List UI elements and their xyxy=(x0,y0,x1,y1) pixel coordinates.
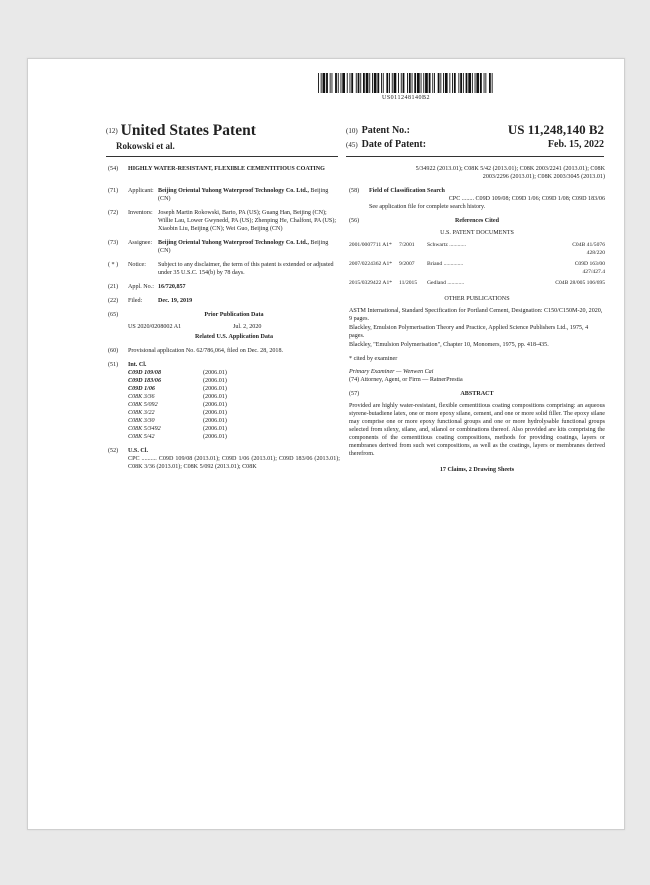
barcode-bar xyxy=(338,73,339,93)
related-heading: Related U.S. Application Data xyxy=(194,334,274,340)
applicant-location: Beijing (CN) xyxy=(158,188,329,202)
prior-pub-date: Jul. 2, 2020 xyxy=(233,324,262,330)
patent-date: Feb. 15, 2022 xyxy=(547,139,604,150)
other-heading: OTHER PUBLICATIONS xyxy=(444,296,510,302)
intcl-date: (2006.01) xyxy=(203,410,227,416)
barcode-bar xyxy=(432,73,433,93)
title-code: (54) xyxy=(108,166,119,172)
reference-dt: 9/2007 xyxy=(399,261,415,267)
barcode-bar xyxy=(452,73,453,93)
left-column xyxy=(108,165,340,477)
assignee-label: Assignee: xyxy=(128,240,153,246)
inventors-entry xyxy=(108,209,340,233)
barcode-bar xyxy=(421,73,422,93)
patent-no-code: (10) xyxy=(346,127,358,135)
barcode-bar xyxy=(468,73,471,93)
reference-pn: 2001/0007711 A1* xyxy=(349,242,392,248)
notice-label: Notice: xyxy=(128,262,146,268)
barcode-bar xyxy=(460,73,462,93)
date-code: (45) xyxy=(346,141,358,149)
field-entry xyxy=(349,187,605,211)
other-publication: ASTM International, Standard Specification for Portland Cement, Designation: C150/C150M-20, 2020, 9 pages. xyxy=(349,308,603,322)
barcode-bar xyxy=(414,73,416,93)
barcode-bar xyxy=(466,73,468,93)
barcode-bar xyxy=(377,73,379,93)
intcl-code: C09D 1/06 xyxy=(128,386,155,392)
us-docs-list xyxy=(349,241,605,287)
assignee-name: Beijing Oriental Yuhong Waterproof Technology Co. Ltd., xyxy=(158,240,309,246)
patent-header-right xyxy=(346,122,604,153)
barcode-bar xyxy=(350,73,351,93)
barcode-bar xyxy=(458,73,459,93)
intcl-code: C08K 3/22 xyxy=(128,410,155,416)
uscl-entry xyxy=(108,447,340,471)
patent-no-label: Patent No.: xyxy=(361,125,410,136)
barcode-bar xyxy=(472,73,473,93)
intcl-entry xyxy=(108,361,340,441)
barcode-bar xyxy=(372,73,373,93)
applicant-name: Beijing Oriental Yuhong Waterproof Technology Co. Ltd., xyxy=(158,188,309,194)
barcode-bar xyxy=(356,73,357,93)
abstract-heading: ABSTRACT xyxy=(460,391,494,397)
reference-cl: C09D 163/00 427/427.4 xyxy=(574,261,605,275)
prior-code: (65) xyxy=(108,312,119,318)
intcl-row xyxy=(128,369,340,377)
intcl-date: (2006.01) xyxy=(203,402,227,408)
header-rule-left xyxy=(106,156,338,157)
field-code: (58) xyxy=(349,188,360,194)
field-cpc: CPC ........ C09D 109/08; C09D 1/06; C09D 1/08; C09D 183/06 xyxy=(448,196,605,202)
inventors-list: Joseph Martin Rokowski, Barto, PA (US); Guang Han, Beijing (CN); Willie Lau, Lower Gwynedd, PA (US); Zhenping He, Chalfont, PA (US); Xiaobin Liu, Beijing (CN); Wei Guo, Beijing (CN) xyxy=(158,210,337,232)
barcode-bar xyxy=(392,73,393,93)
appl-number: 16/720,857 xyxy=(158,284,186,290)
intcl-code: C09D 183/06 xyxy=(128,378,162,384)
reference-inv: Briand .............. xyxy=(427,261,464,267)
barcode-bar xyxy=(326,73,328,93)
barcode-bar xyxy=(409,73,411,93)
inventors-label: Inventors: xyxy=(128,210,153,216)
barcode-bar xyxy=(445,73,448,93)
notice-text: Subject to any disclaimer, the term of this patent is extended or adjusted under 35 U.S.C. 154(b) by 78 days. xyxy=(158,262,334,276)
patent-number: US 11,248,140 B2 xyxy=(507,122,604,137)
prior-heading: Prior Publication Data xyxy=(204,312,264,318)
field-heading: Field of Classification Search xyxy=(369,188,445,194)
abstract-text: Provided are highly water-resistant, flexible cementitious coating compositions comprising: an aqueous styrene-butadiene latex, one or more epoxy silane, cement, and one or more solid filler. The epoxy silane may comprise one or more epoxy functional groups and one or more hydrolysable functional groups selected from silexy, silane, and, silanol or combinations thereof. Also provided are kits comprising the components of the cementitious coating compositions, methods for providing coatings, layers or membranes derived from such wet compositions, as well as the coatings, layers or membranes derived therefrom. xyxy=(349,403,605,457)
barcode-bar xyxy=(330,73,331,93)
abstract-entry xyxy=(349,390,605,474)
other-publication: Blackley, "Emulsion Polymerisation", Chapter 10, Monomers, 1975, pp. 418-435. xyxy=(349,342,549,348)
applicant-code: (71) xyxy=(108,188,119,194)
barcode-bar xyxy=(321,73,322,93)
claims-summary: 17 Claims, 2 Drawing Sheets xyxy=(439,467,515,473)
patent-title-heading: United States Patent xyxy=(120,122,256,139)
primary-examiner: Primary Examiner — Wenwen Cai xyxy=(349,369,434,375)
barcode-bar xyxy=(475,73,476,93)
filed-label: Filed: xyxy=(128,298,143,304)
barcode-bar xyxy=(492,73,493,93)
intcl-date: (2006.01) xyxy=(203,370,227,376)
filed-code: (22) xyxy=(108,298,119,304)
barcode-bar xyxy=(381,73,382,93)
barcode-bar xyxy=(398,73,399,93)
date-label: Date of Patent: xyxy=(361,139,427,150)
cpc-continuation: 5/34922 (2013.01); C08K 5/42 (2013.01); C08K 2003/2241 (2013.01); C08K 2003/2296 (2013.01); C08K 2003/3045 (2013.01) xyxy=(415,166,605,180)
barcode-bar xyxy=(429,73,431,93)
intcl-code: C09D 109/08 xyxy=(128,370,162,376)
patent-page xyxy=(27,58,625,830)
reference-inv: Gedland ............ xyxy=(427,280,465,286)
attorney: (74) Attorney, Agent, or Firm — RatnerPrestia xyxy=(349,377,463,383)
uscl-code: (52) xyxy=(108,448,119,454)
intcl-code: C08K 5/3492 xyxy=(128,426,161,432)
barcode-bar xyxy=(366,73,369,93)
intcl-date: (2006.01) xyxy=(203,394,227,400)
kind-code: (12) xyxy=(106,127,118,136)
reference-inv: Schwartz ............ xyxy=(427,242,466,248)
intcl-date: (2006.01) xyxy=(203,434,227,440)
references-entry xyxy=(349,217,605,384)
intcl-code: C08K 3/30 xyxy=(128,418,155,424)
barcode-bar xyxy=(363,73,365,93)
barcode-bar xyxy=(434,73,435,93)
reference-row xyxy=(349,279,605,287)
inventors-code: (72) xyxy=(108,210,119,216)
intcl-row xyxy=(128,401,340,409)
intcl-date: (2006.01) xyxy=(203,418,227,424)
cited-by: * cited by examiner xyxy=(349,356,398,362)
patent-header-left xyxy=(106,122,256,151)
intcl-date: (2006.01) xyxy=(203,386,227,392)
notice-entry xyxy=(108,261,340,277)
barcode-bar xyxy=(360,73,361,93)
barcode-bar xyxy=(332,73,333,93)
reference-row xyxy=(349,241,605,257)
appl-code: (21) xyxy=(108,284,119,290)
uscl-label: U.S. Cl. xyxy=(128,448,148,454)
barcode-bar xyxy=(412,73,413,93)
barcode-bar xyxy=(335,73,337,93)
provisional-text: Provisional application No. 62/786,064, filed on Dec. 28, 2018. xyxy=(128,348,284,354)
barcode-bar xyxy=(383,73,384,93)
refs-heading: References Cited xyxy=(454,218,500,224)
reference-dt: 7/2001 xyxy=(399,242,415,248)
applicant-entry xyxy=(108,187,340,203)
barcode-bar xyxy=(323,73,326,93)
reference-cl: C04B 41/5076 428/220 xyxy=(572,242,605,256)
barcode-bar xyxy=(389,73,390,93)
reference-row xyxy=(349,260,605,276)
reference-dt: 11/2015 xyxy=(399,280,418,286)
barcode-bar xyxy=(417,73,420,93)
barcode-bar xyxy=(476,73,479,93)
barcode-bar xyxy=(403,73,405,93)
intcl-date: (2006.01) xyxy=(203,378,227,384)
barcode-number: US011248140B2 xyxy=(382,95,430,101)
notice-code: ( * ) xyxy=(108,262,119,268)
barcode-bar xyxy=(407,73,408,93)
intcl-label: Int. Cl. xyxy=(128,362,147,368)
barcode-bar xyxy=(480,73,482,93)
title-entry xyxy=(108,165,340,181)
intcl-row xyxy=(128,385,340,393)
reference-pn: 2015/0329422 A1* xyxy=(349,280,393,286)
barcode-bar xyxy=(341,73,342,93)
barcode-bar xyxy=(423,73,424,93)
intcl-row xyxy=(128,393,340,401)
barcode-bar xyxy=(369,73,370,93)
barcode-bar xyxy=(351,73,353,93)
intcl-row xyxy=(128,417,340,425)
field-see: See application file for complete search history. xyxy=(369,204,486,210)
barcode-bar xyxy=(440,73,441,93)
barcode-bar xyxy=(342,73,345,93)
assignee-location: Beijing (CN) xyxy=(158,240,329,254)
right-column xyxy=(349,165,605,480)
intcl-code: C08K 3/36 xyxy=(128,394,155,400)
barcode-bar xyxy=(394,73,397,93)
barcode-bar xyxy=(318,73,319,93)
other-pubs-list xyxy=(349,307,605,349)
invention-title: HIGHLY WATER-RESISTANT, FLEXIBLE CEMENTITIOUS COATING xyxy=(128,166,325,172)
provisional-entry xyxy=(108,347,340,355)
intcl-row xyxy=(128,425,340,433)
reference-cl: C04B 28/005 106/695 xyxy=(555,280,605,286)
barcode-bar xyxy=(438,73,440,93)
barcode-bar xyxy=(454,73,456,93)
intcl-list xyxy=(128,369,340,441)
header-rule-right xyxy=(346,156,604,157)
intcl-code: C08K 5/092 xyxy=(128,402,158,408)
reference-pn: 2007/0224362 A1* xyxy=(349,261,393,267)
intcl-row xyxy=(128,409,340,417)
abstract-code: (57) xyxy=(349,391,360,397)
prov-code: (60) xyxy=(108,348,119,354)
intcl-date: (2006.01) xyxy=(203,426,227,432)
barcode-bar xyxy=(463,73,464,93)
appl-label: Appl. No.: xyxy=(128,284,154,290)
barcode-bar xyxy=(443,73,444,93)
prior-pub-row xyxy=(128,323,340,331)
intcl-code: C08K 5/42 xyxy=(128,434,155,440)
barcode-bar xyxy=(484,73,485,93)
assignee-entry xyxy=(108,239,340,255)
barcode-bar xyxy=(425,73,428,93)
filed-entry xyxy=(108,297,340,305)
uscl-text: CPC .......... C09D 109/08 (2013.01); C09D 1/06 (2013.01); C09D 183/06 (2013.01); C08K 3/36 (2013.01); C08K 5/092 (2013.01); C08K xyxy=(128,456,340,470)
barcode-bar xyxy=(386,73,388,93)
barcode-bar xyxy=(485,73,486,93)
barcode-bar xyxy=(401,73,402,93)
appl-entry xyxy=(108,283,340,291)
barcode-bar xyxy=(358,73,360,93)
other-publication: Blackley, Emulsion Polymerisation Theory and Practice, Applied Science Publishers Ltd., 1975, 4 pages. xyxy=(349,325,589,339)
refs-code: (56) xyxy=(349,218,360,224)
barcode-bar xyxy=(489,73,491,93)
inventors-short: Rokowski et al. xyxy=(116,141,175,151)
intcl-row xyxy=(128,433,340,441)
prior-pub-number: US 2020/0208002 A1 xyxy=(128,324,182,330)
applicant-label: Applicant: xyxy=(128,188,154,194)
intcl-code: (51) xyxy=(108,362,119,368)
barcode-bar xyxy=(449,73,450,93)
barcode xyxy=(318,73,494,93)
assignee-code: (73) xyxy=(108,240,119,246)
barcode-bar xyxy=(374,73,377,93)
intcl-row xyxy=(128,377,340,385)
prior-pub-entry xyxy=(108,311,340,341)
barcode-bar xyxy=(347,73,348,93)
filed-date: Dec. 19, 2019 xyxy=(158,298,193,304)
us-docs-heading: U.S. PATENT DOCUMENTS xyxy=(440,230,514,236)
